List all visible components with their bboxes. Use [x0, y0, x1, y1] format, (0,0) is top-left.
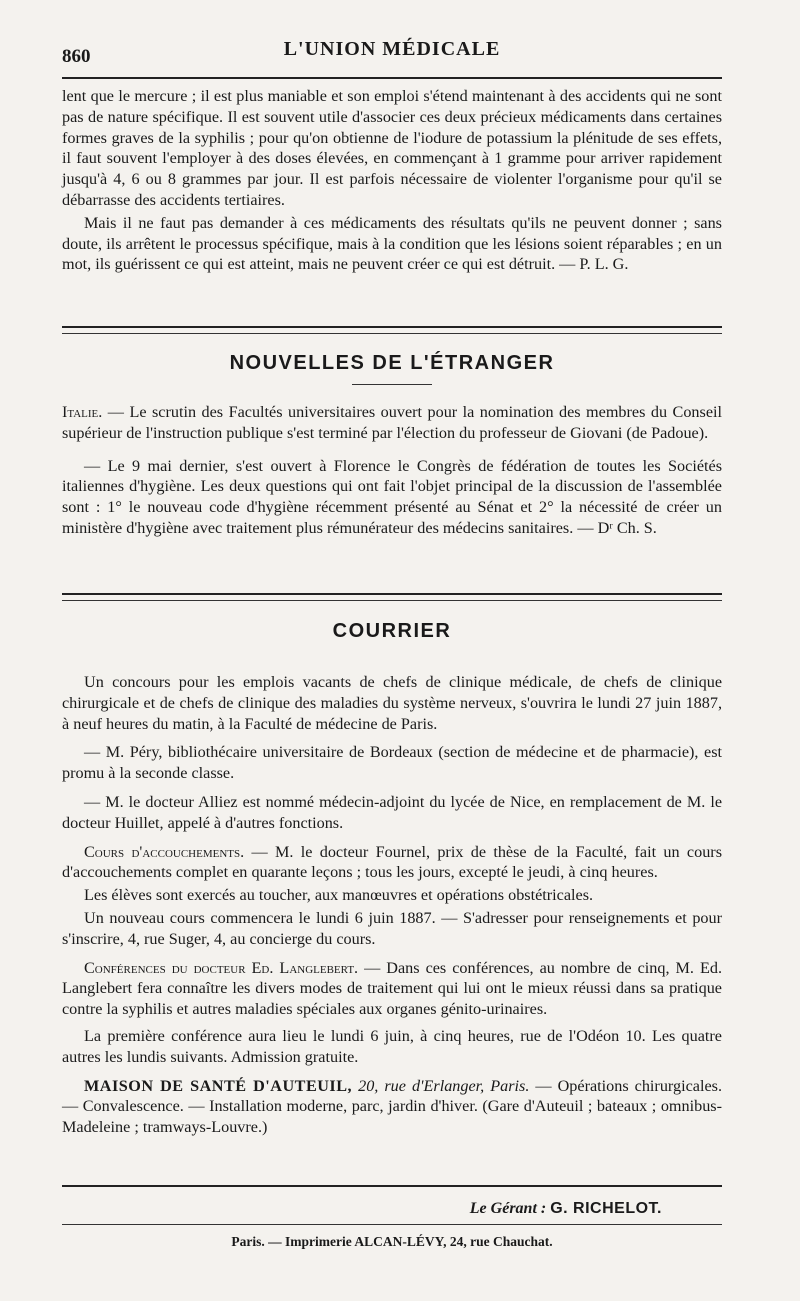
header-rule	[62, 77, 722, 79]
intro-section	[62, 86, 722, 275]
courrier-paragraph-4: — M. le docteur Fournel, prix de thèse de la Faculté, fait un cours d'accouchements complet en quarante leçons ; tous les jours, excepté le jeudi, à cinq heures.	[62, 842, 722, 882]
page-number: 860	[62, 46, 91, 67]
nouvelles-paragraph-1: — Le scrutin des Facultés universitaires ouvert pour la nomination des membres du Conseil supérieur de l'instruction publique s'est terminé par l'élection du professeur de Giovani (de Padoue).	[62, 403, 722, 442]
nouvelles-title: NOUVELLES DE L'ÉTRANGER	[229, 352, 555, 374]
courrier-paragraph-7: — Dans ces conférences, au nombre de cinq, M. Ed. Langlebert fera connaître les divers modes de traitement qui lui ont le mieux réussi dans sa pratique contre la syphilis et autres maladies spéciales aux organes génito-urinaires.	[62, 958, 722, 1019]
nouvelles-paragraph-2: — Le 9 mai dernier, s'est ouvert à Florence le Congrès de fédération de toutes les Sociétés italiennes d'hygiène. Les deux questions qui ont fait l'objet principal de la discussion de l'assemblée sont : 1° le nouveau code d'hygiène récemment présenté au Sénat et 2° la nécessité de créer un ministère d'hygiène avec traitement plus rémunérateur des médecins sanitaires. — Dʳ Ch. S.	[62, 456, 722, 537]
section-divider	[62, 326, 722, 328]
page-header	[62, 36, 722, 76]
cours-label: Cours d'accouchements.	[84, 842, 245, 861]
courrier-paragraph-5: Les élèves sont exercés au toucher, aux manœuvres et opérations obstétricales.	[84, 886, 594, 905]
imprint-line: Paris. — Imprimerie ALCAN-LÉVY, 24, rue Chauchat.	[231, 1234, 553, 1249]
gerant-name: G. RICHELOT.	[550, 1200, 662, 1217]
italie-label: Italie.	[62, 403, 103, 421]
gerant-signature	[62, 1200, 662, 1218]
intro-paragraph-2: Mais il ne faut pas demander à ces médicaments des résultats qu'ils ne peuvent donner ; sans doute, ils arrêtent le processus spécifique, mais à la condition que les lésions soient réparables ; en un mot, ils guérissent ce qui est atteint, mais ne peuvent créer ce qui est détruit. — P. L. G.	[62, 213, 722, 274]
maison-label: MAISON DE SANTÉ D'AUTEUIL,	[84, 1076, 353, 1095]
footer-rule	[62, 1185, 722, 1187]
courrier-paragraph-6: Un nouveau cours commencera le lundi 6 juin 1887. — S'adresser pour renseignements et pour s'inscrire, 4, rue Suger, 4, au concierge du cours.	[62, 908, 722, 948]
courrier-paragraph-8: La première conférence aura lieu le lundi 6 juin, à cinq heures, rue de l'Odéon 10. Les quatre autres les lundis suivants. Admission gratuite.	[62, 1026, 722, 1066]
running-title: L'UNION MÉDICALE	[283, 38, 501, 60]
imprint-rule	[62, 1224, 722, 1225]
courrier-paragraph-9: — Opérations chirurgicales. — Convalescence. — Installation moderne, parc, jardin d'hiver. (Gare d'Auteuil ; bateaux ; omnibus-Madeleine ; tramways-Louvre.)	[62, 1076, 723, 1137]
nouvelles-section	[62, 402, 722, 539]
section-divider	[62, 593, 722, 595]
courrier-paragraph-1: Un concours pour les emplois vacants de chefs de clinique médicale, de chefs de clinique chirurgicale et de chefs de clinique des maladies du système nerveux, s'ouvrira le lundi 27 juin 1887, à neuf heures du matin, à la Faculté de médecine de Paris.	[62, 673, 722, 733]
courrier-paragraph-3: — M. le docteur Alliez est nommé médecin-adjoint du lycée de Nice, en remplacement de M. le docteur Huillet, appelé à d'autres fonctions.	[62, 792, 722, 832]
courrier-title: COURRIER	[332, 620, 452, 642]
conferences-label: Conférences du docteur Ed. Langlebert.	[84, 958, 359, 977]
courrier-paragraph-2: — M. Péry, bibliothécaire universitaire de Bordeaux (section de médecine et de pharmacie), est promu à la seconde classe.	[62, 743, 722, 783]
intro-paragraph-1: lent que le mercure ; il est plus maniable et son emploi s'étend maintenant à des accidents qui ne sont pas de nature spécifique. Il est souvent utile d'associer ces deux précieux médicaments dans certaines formes graves de la syphilis ; pour qu'on obtienne de l'iodure de potassium la plénitude de ses effets, il faut souvent l'employer à des doses élevées, en commençant à 1 gramme pour arriver rapidement jusqu'à 4, 6 ou 8 grammes par jour. Il est parfois nécessaire de violenter l'organisme pour qu'il se débarrasse des accidents tertiaires.	[62, 87, 722, 209]
maison-address: 20, rue d'Erlanger, Paris.	[352, 1076, 530, 1095]
section-divider-thin	[62, 600, 722, 601]
title-underline	[352, 384, 432, 385]
courrier-section	[62, 672, 722, 1138]
gerant-label: Le Gérant :	[469, 1200, 547, 1217]
section-divider-thin	[62, 333, 722, 334]
